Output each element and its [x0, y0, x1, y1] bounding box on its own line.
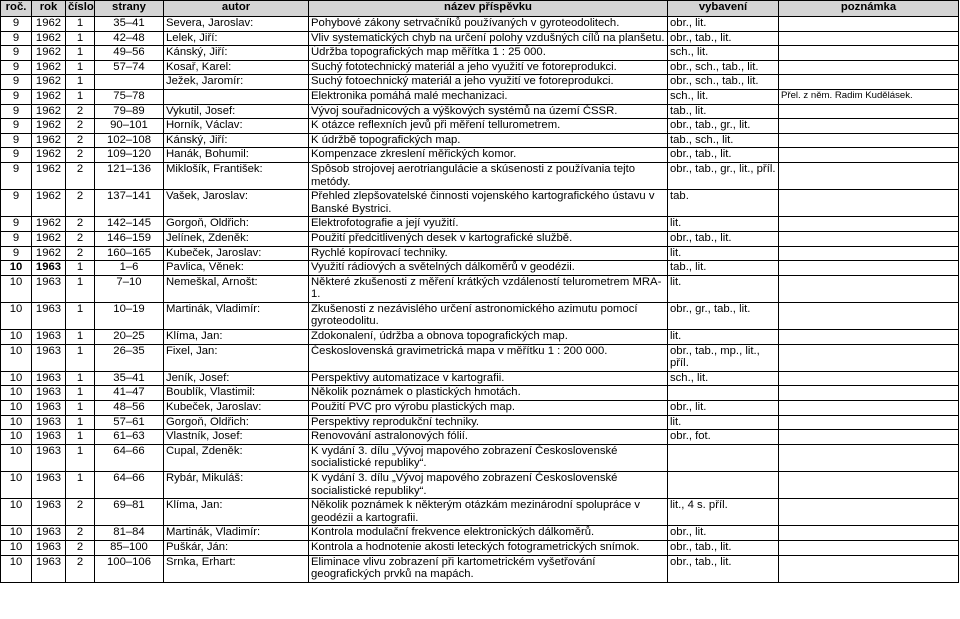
- cell-rok: 1963: [32, 386, 66, 401]
- cell-strany: 81–84: [95, 526, 164, 541]
- cell-poznamka: [779, 104, 959, 119]
- cell-cislo: 2: [66, 540, 95, 555]
- cell-roc: 9: [1, 75, 32, 90]
- cell-vybaveni: tab., lit.: [668, 104, 779, 119]
- cell-roc: 9: [1, 60, 32, 75]
- cell-vybaveni: obr., tab., gr., lit.: [668, 119, 779, 134]
- header-nazev: název příspěvku: [309, 1, 668, 17]
- table-row: [1, 415, 959, 430]
- cell-vybaveni: obr., lit.: [668, 526, 779, 541]
- cell-nazev: Kontrola modulační frekvence elektronických dálkoměrů.: [309, 526, 668, 541]
- cell-rok: 1963: [32, 401, 66, 416]
- cell-vybaveni: lit.: [668, 246, 779, 261]
- cell-poznamka: [779, 386, 959, 401]
- cell-poznamka: [779, 162, 959, 189]
- cell-vybaveni: lit.: [668, 217, 779, 232]
- cell-poznamka: [779, 330, 959, 345]
- cell-cislo: 2: [66, 119, 95, 134]
- cell-autor: Pavlica, Věnek:: [164, 261, 309, 276]
- cell-rok: 1963: [32, 344, 66, 371]
- cell-strany: 102–108: [95, 133, 164, 148]
- cell-rok: 1962: [32, 75, 66, 90]
- table-row: [1, 246, 959, 261]
- cell-rok: 1962: [32, 46, 66, 61]
- cell-poznamka: [779, 231, 959, 246]
- cell-cislo: 1: [66, 75, 95, 90]
- cell-nazev: Perspektivy automatizace v kartografii.: [309, 371, 668, 386]
- cell-strany: 121–136: [95, 162, 164, 189]
- cell-autor: Nemeškal, Arnošt:: [164, 275, 309, 302]
- cell-nazev: Rychlé kopírovací techniky.: [309, 246, 668, 261]
- cell-poznamka: [779, 302, 959, 329]
- cell-roc: 9: [1, 17, 32, 32]
- cell-cislo: 1: [66, 275, 95, 302]
- cell-autor: Ježek, Jaromír:: [164, 75, 309, 90]
- cell-poznamka: [779, 46, 959, 61]
- cell-autor: Severa, Jaroslav:: [164, 17, 309, 32]
- cell-autor: Kánský, Jiří:: [164, 133, 309, 148]
- cell-strany: 7–10: [95, 275, 164, 302]
- cell-nazev: Použití PVC pro výrobu plastických map.: [309, 401, 668, 416]
- cell-rok: 1963: [32, 472, 66, 499]
- cell-nazev: Několik poznámek o plastických hmotách.: [309, 386, 668, 401]
- table-row: [1, 330, 959, 345]
- cell-poznamka: [779, 133, 959, 148]
- cell-strany: 100–106: [95, 555, 164, 582]
- cell-vybaveni: obr., sch., tab., lit.: [668, 60, 779, 75]
- cell-vybaveni: obr., tab., lit.: [668, 555, 779, 582]
- cell-poznamka: Přel. z něm. Radim Kudělásek.: [779, 89, 959, 104]
- cell-strany: 10–19: [95, 302, 164, 329]
- cell-vybaveni: tab., sch., lit.: [668, 133, 779, 148]
- cell-autor: Klíma, Jan:: [164, 499, 309, 526]
- cell-autor: Kubeček, Jaroslav:: [164, 401, 309, 416]
- cell-poznamka: [779, 148, 959, 163]
- cell-rok: 1962: [32, 104, 66, 119]
- cell-autor: Vašek, Jaroslav:: [164, 190, 309, 217]
- cell-roc: 9: [1, 119, 32, 134]
- table-row: [1, 190, 959, 217]
- cell-rok: 1962: [32, 148, 66, 163]
- header-poznamka: poznámka: [779, 1, 959, 17]
- cell-cislo: 2: [66, 148, 95, 163]
- cell-rok: 1962: [32, 190, 66, 217]
- cell-vybaveni: obr., tab., lit.: [668, 31, 779, 46]
- cell-cislo: 1: [66, 302, 95, 329]
- header-strany: strany: [95, 1, 164, 17]
- cell-poznamka: [779, 217, 959, 232]
- cell-autor: Horník, Václav:: [164, 119, 309, 134]
- cell-cislo: 2: [66, 555, 95, 582]
- cell-poznamka: [779, 415, 959, 430]
- cell-nazev: Kontrola a hodnotenie akosti leteckých fotogrametrických snímok.: [309, 540, 668, 555]
- cell-poznamka: [779, 246, 959, 261]
- cell-autor: Srnka, Erhart:: [164, 555, 309, 582]
- cell-vybaveni: obr., lit.: [668, 401, 779, 416]
- cell-cislo: 2: [66, 246, 95, 261]
- cell-roc: 10: [1, 430, 32, 445]
- cell-nazev: Spôsob strojovej aerotriangulácie a skúsenosti z používania tejto metódy.: [309, 162, 668, 189]
- cell-vybaveni: lit.: [668, 415, 779, 430]
- cell-vybaveni: obr., tab., gr., lit., příl.: [668, 162, 779, 189]
- cell-strany: 1–6: [95, 261, 164, 276]
- cell-roc: 9: [1, 190, 32, 217]
- cell-cislo: 1: [66, 401, 95, 416]
- cell-cislo: 2: [66, 104, 95, 119]
- cell-cislo: 2: [66, 190, 95, 217]
- table-row: [1, 444, 959, 471]
- table-row: [1, 17, 959, 32]
- cell-autor: Gorgoň, Oldřich:: [164, 217, 309, 232]
- cell-nazev: Československá gravimetrická mapa v měřítku 1 : 200 000.: [309, 344, 668, 371]
- cell-poznamka: [779, 31, 959, 46]
- cell-cislo: 1: [66, 261, 95, 276]
- cell-poznamka: [779, 444, 959, 471]
- cell-vybaveni: obr., sch., tab., lit.: [668, 75, 779, 90]
- cell-nazev: Zdokonalení, údržba a obnova topografických map.: [309, 330, 668, 345]
- cell-vybaveni: sch., lit.: [668, 371, 779, 386]
- cell-nazev: K otázce reflexních jevů při měření tellurometrem.: [309, 119, 668, 134]
- cell-roc: 10: [1, 371, 32, 386]
- cell-roc: 10: [1, 275, 32, 302]
- cell-strany: 48–56: [95, 401, 164, 416]
- cell-autor: Hanák, Bohumil:: [164, 148, 309, 163]
- table-row: [1, 430, 959, 445]
- cell-roc: 9: [1, 148, 32, 163]
- cell-rok: 1963: [32, 526, 66, 541]
- cell-vybaveni: tab.: [668, 190, 779, 217]
- cell-roc: 9: [1, 231, 32, 246]
- table-row: [1, 371, 959, 386]
- header-vybaveni: vybavení: [668, 1, 779, 17]
- cell-autor: Kubeček, Jaroslav:: [164, 246, 309, 261]
- cell-roc: 10: [1, 261, 32, 276]
- table-row: [1, 275, 959, 302]
- table-row: [1, 75, 959, 90]
- cell-nazev: Suchý fotoechnický materiál a jeho využití ve fotoreprodukci.: [309, 75, 668, 90]
- cell-roc: 9: [1, 89, 32, 104]
- table-row: [1, 401, 959, 416]
- cell-cislo: 2: [66, 217, 95, 232]
- cell-cislo: 1: [66, 60, 95, 75]
- cell-poznamka: [779, 430, 959, 445]
- cell-strany: 85–100: [95, 540, 164, 555]
- cell-strany: 137–141: [95, 190, 164, 217]
- cell-cislo: 1: [66, 46, 95, 61]
- cell-cislo: 2: [66, 499, 95, 526]
- cell-strany: 79–89: [95, 104, 164, 119]
- cell-strany: 35–41: [95, 371, 164, 386]
- table-row: [1, 148, 959, 163]
- cell-rok: 1963: [32, 499, 66, 526]
- cell-autor: Martinák, Vladimír:: [164, 526, 309, 541]
- cell-cislo: 1: [66, 430, 95, 445]
- cell-roc: 10: [1, 401, 32, 416]
- cell-roc: 10: [1, 555, 32, 582]
- cell-vybaveni: obr., fot.: [668, 430, 779, 445]
- cell-poznamka: [779, 401, 959, 416]
- cell-nazev: Eliminace vlivu zobrazení při kartometrickém vyšetřování geografických prvků na mapách.: [309, 555, 668, 582]
- cell-rok: 1962: [32, 133, 66, 148]
- cell-roc: 10: [1, 302, 32, 329]
- cell-poznamka: [779, 472, 959, 499]
- cell-poznamka: [779, 344, 959, 371]
- cell-rok: 1962: [32, 89, 66, 104]
- cell-strany: 49–56: [95, 46, 164, 61]
- cell-strany: [95, 75, 164, 90]
- table-row: [1, 89, 959, 104]
- cell-cislo: 1: [66, 89, 95, 104]
- cell-autor: Rybár, Mikuláš:: [164, 472, 309, 499]
- table-row: [1, 261, 959, 276]
- cell-strany: 57–61: [95, 415, 164, 430]
- cell-nazev: Elektronika pomáhá malé mechanizaci.: [309, 89, 668, 104]
- cell-nazev: K vydání 3. dílu „Vývoj mapového zobrazení Československé socialistické republiky“.: [309, 444, 668, 471]
- cell-poznamka: [779, 555, 959, 582]
- cell-autor: Boublík, Vlastimil:: [164, 386, 309, 401]
- cell-vybaveni: obr., tab., lit.: [668, 540, 779, 555]
- table-row: [1, 31, 959, 46]
- cell-vybaveni: obr., gr., tab., lit.: [668, 302, 779, 329]
- header-roc: roč.: [1, 1, 32, 17]
- header-cislo: číslo: [66, 1, 95, 17]
- cell-autor: Miklošík, František:: [164, 162, 309, 189]
- cell-roc: 10: [1, 499, 32, 526]
- table-row: [1, 104, 959, 119]
- cell-strany: 20–25: [95, 330, 164, 345]
- cell-roc: 9: [1, 246, 32, 261]
- cell-nazev: Některé zkušenosti z měření krátkých vzdáleností telurometrem MRA-1.: [309, 275, 668, 302]
- cell-roc: 10: [1, 344, 32, 371]
- header-rok: rok: [32, 1, 66, 17]
- cell-autor: Vykutil, Josef:: [164, 104, 309, 119]
- cell-vybaveni: obr., lit.: [668, 17, 779, 32]
- cell-roc: 10: [1, 444, 32, 471]
- cell-nazev: Pohybové zákony setrvačníků používaných v gyroteodolitech.: [309, 17, 668, 32]
- table-row: [1, 231, 959, 246]
- cell-roc: 10: [1, 472, 32, 499]
- cell-nazev: Kompenzace zkreslení měřických komor.: [309, 148, 668, 163]
- table-row: [1, 302, 959, 329]
- cell-roc: 10: [1, 386, 32, 401]
- cell-roc: 10: [1, 415, 32, 430]
- cell-cislo: 1: [66, 344, 95, 371]
- cell-autor: Gorgoň, Oldřich:: [164, 415, 309, 430]
- cell-strany: 109–120: [95, 148, 164, 163]
- cell-poznamka: [779, 540, 959, 555]
- cell-rok: 1963: [32, 330, 66, 345]
- cell-nazev: Několik poznámek k některým otázkám mezinárodní spolupráce v geodézii a kartografii.: [309, 499, 668, 526]
- cell-rok: 1962: [32, 162, 66, 189]
- table-row: [1, 46, 959, 61]
- cell-rok: 1962: [32, 31, 66, 46]
- cell-roc: 9: [1, 217, 32, 232]
- cell-rok: 1963: [32, 540, 66, 555]
- cell-cislo: 2: [66, 526, 95, 541]
- cell-nazev: Využití rádiových a světelných dálkoměrů v geodézii.: [309, 261, 668, 276]
- table-row: [1, 386, 959, 401]
- cell-rok: 1962: [32, 119, 66, 134]
- cell-nazev: Perspektivy reprodukční techniky.: [309, 415, 668, 430]
- cell-autor: Fixel, Jan:: [164, 344, 309, 371]
- cell-cislo: 1: [66, 386, 95, 401]
- cell-strany: 69–81: [95, 499, 164, 526]
- cell-nazev: Použití předcitlivených desek v kartografické službě.: [309, 231, 668, 246]
- cell-poznamka: [779, 17, 959, 32]
- cell-strany: 42–48: [95, 31, 164, 46]
- cell-rok: 1963: [32, 275, 66, 302]
- cell-cislo: 1: [66, 444, 95, 471]
- cell-cislo: 2: [66, 162, 95, 189]
- table-row: [1, 526, 959, 541]
- cell-strany: 142–145: [95, 217, 164, 232]
- cell-nazev: Suchý fototechnický materiál a jeho využití ve fotoreprodukci.: [309, 60, 668, 75]
- cell-roc: 10: [1, 330, 32, 345]
- table-row: [1, 555, 959, 582]
- cell-cislo: 1: [66, 330, 95, 345]
- table-row: [1, 217, 959, 232]
- cell-cislo: 1: [66, 31, 95, 46]
- cell-strany: 75–78: [95, 89, 164, 104]
- cell-rok: 1962: [32, 17, 66, 32]
- cell-vybaveni: lit.: [668, 330, 779, 345]
- cell-rok: 1962: [32, 246, 66, 261]
- cell-poznamka: [779, 119, 959, 134]
- cell-nazev: Elektrofotografie a její využití.: [309, 217, 668, 232]
- cell-nazev: Zkušenosti z nezávislého určení astronomického azimutu pomocí gyroteodolitu.: [309, 302, 668, 329]
- cell-nazev: Přehled zlepšovatelské činnosti vojenského kartografického ústavu v Banské Bystrici.: [309, 190, 668, 217]
- cell-rok: 1962: [32, 217, 66, 232]
- cell-autor: Vlastník, Josef:: [164, 430, 309, 445]
- cell-rok: 1963: [32, 302, 66, 329]
- cell-autor: Kosař, Karel:: [164, 60, 309, 75]
- table-row: [1, 133, 959, 148]
- table-row: [1, 472, 959, 499]
- cell-strany: 41–47: [95, 386, 164, 401]
- cell-poznamka: [779, 261, 959, 276]
- cell-vybaveni: lit., 4 s. příl.: [668, 499, 779, 526]
- cell-poznamka: [779, 190, 959, 217]
- cell-vybaveni: [668, 444, 779, 471]
- cell-cislo: 1: [66, 472, 95, 499]
- cell-vybaveni: [668, 386, 779, 401]
- cell-cislo: 2: [66, 133, 95, 148]
- cell-nazev: Renovování astralonových fólií.: [309, 430, 668, 445]
- cell-cislo: 2: [66, 231, 95, 246]
- cell-rok: 1963: [32, 261, 66, 276]
- cell-rok: 1963: [32, 415, 66, 430]
- cell-autor: Lelek, Jiří:: [164, 31, 309, 46]
- cell-rok: 1962: [32, 231, 66, 246]
- cell-strany: 35–41: [95, 17, 164, 32]
- cell-autor: Jelínek, Zdeněk:: [164, 231, 309, 246]
- cell-roc: 9: [1, 104, 32, 119]
- header-autor: autor: [164, 1, 309, 17]
- cell-vybaveni: lit.: [668, 275, 779, 302]
- cell-nazev: Vliv systematických chyb na určení polohy vzdušných cílů na planšetu.: [309, 31, 668, 46]
- cell-autor: Kánský, Jiří:: [164, 46, 309, 61]
- cell-roc: 9: [1, 46, 32, 61]
- table-row: [1, 540, 959, 555]
- cell-rok: 1963: [32, 555, 66, 582]
- cell-rok: 1962: [32, 60, 66, 75]
- cell-cislo: 1: [66, 415, 95, 430]
- cell-poznamka: [779, 275, 959, 302]
- cell-vybaveni: tab., lit.: [668, 261, 779, 276]
- cell-vybaveni: sch., lit.: [668, 89, 779, 104]
- cell-strany: 160–165: [95, 246, 164, 261]
- cell-poznamka: [779, 75, 959, 90]
- cell-poznamka: [779, 60, 959, 75]
- cell-vybaveni: sch., lit.: [668, 46, 779, 61]
- cell-autor: Jeník, Josef:: [164, 371, 309, 386]
- cell-rok: 1963: [32, 430, 66, 445]
- cell-strany: 61–63: [95, 430, 164, 445]
- cell-autor: Martinák, Vladimír:: [164, 302, 309, 329]
- cell-strany: 90–101: [95, 119, 164, 134]
- cell-autor: Puškár, Ján:: [164, 540, 309, 555]
- cell-vybaveni: obr., tab., lit.: [668, 148, 779, 163]
- cell-poznamka: [779, 371, 959, 386]
- table-row: [1, 162, 959, 189]
- cell-vybaveni: obr., tab., lit.: [668, 231, 779, 246]
- cell-strany: 26–35: [95, 344, 164, 371]
- cell-nazev: K údržbě topografických map.: [309, 133, 668, 148]
- cell-roc: 9: [1, 162, 32, 189]
- cell-nazev: Údržba topografických map měřítka 1 : 25 000.: [309, 46, 668, 61]
- cell-autor: Cupal, Zdeněk:: [164, 444, 309, 471]
- cell-poznamka: [779, 526, 959, 541]
- cell-autor: Klíma, Jan:: [164, 330, 309, 345]
- cell-poznamka: [779, 499, 959, 526]
- table-row: [1, 344, 959, 371]
- cell-strany: 64–66: [95, 444, 164, 471]
- cell-nazev: K vydání 3. dílu „Vývoj mapového zobrazení Československé socialistické republiky“.: [309, 472, 668, 499]
- cell-rok: 1963: [32, 371, 66, 386]
- cell-rok: 1963: [32, 444, 66, 471]
- cell-roc: 9: [1, 133, 32, 148]
- cell-strany: 57–74: [95, 60, 164, 75]
- cell-autor: [164, 89, 309, 104]
- cell-vybaveni: obr., tab., mp., lit., příl.: [668, 344, 779, 371]
- cell-vybaveni: [668, 472, 779, 499]
- cell-roc: 10: [1, 540, 32, 555]
- table-row: [1, 60, 959, 75]
- cell-strany: 64–66: [95, 472, 164, 499]
- cell-cislo: 1: [66, 17, 95, 32]
- table-row: [1, 499, 959, 526]
- cell-cislo: 1: [66, 371, 95, 386]
- cell-roc: 9: [1, 31, 32, 46]
- table-row: [1, 119, 959, 134]
- header-row: [1, 1, 959, 17]
- cell-strany: 146–159: [95, 231, 164, 246]
- cell-nazev: Vývoj souřadnicových a výškových systémů na území ČSSR.: [309, 104, 668, 119]
- cell-roc: 10: [1, 526, 32, 541]
